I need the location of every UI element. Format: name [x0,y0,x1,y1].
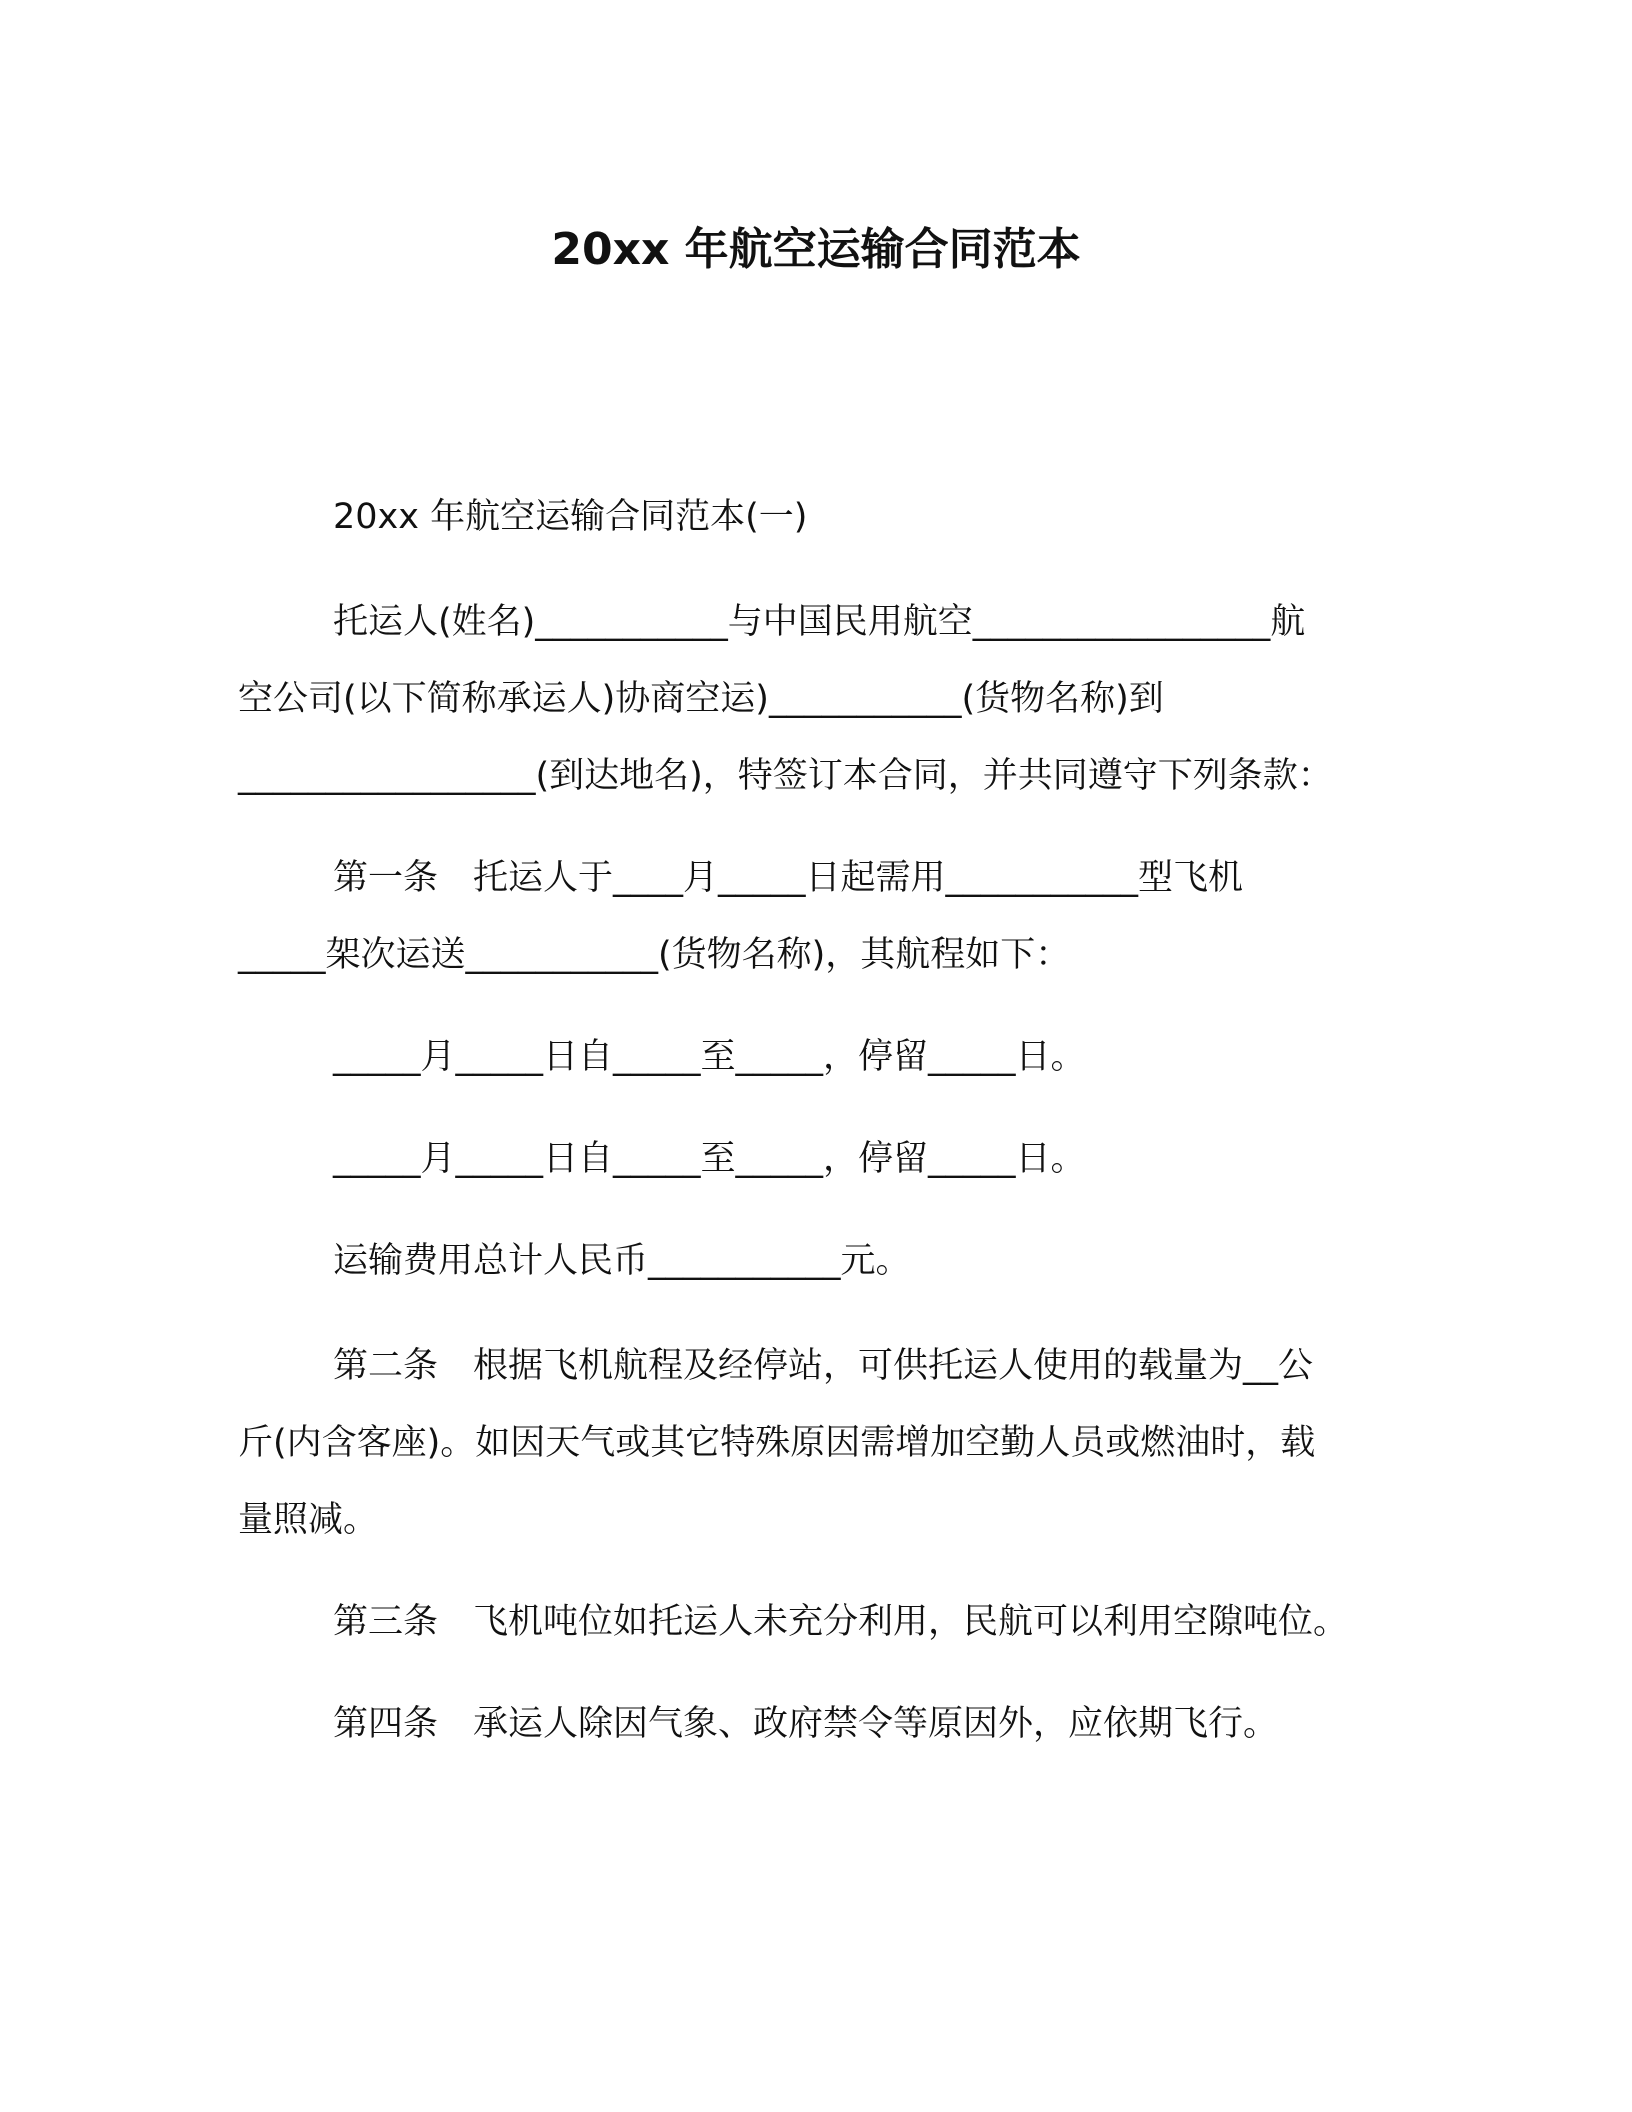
document-title: 20xx 年航空运输合同范本 [551,224,1081,275]
article-3-line: 第三条 飞机吨位如托运人未充分利用，民航可以利用空隙吨位。 [333,1602,1349,1642]
route-line: _____月_____日自_____至_____，停留_____日。 [333,1139,1086,1179]
article-2-line: 斤(内含客座)。如因天气或其它特殊原因需增加空勤人员或燃油时，载 [238,1423,1316,1463]
paragraph-line: _________________(到达地名)，特签订本合同，并共同遵守下列条款： [238,756,1333,796]
article-1-line: _____架次运送___________(货物名称)，其航程如下： [238,935,1071,975]
article-1-line: 第一条 托运人于____月_____日起需用___________型飞机 [333,858,1244,898]
article-2-line: 量照减。 [238,1500,379,1540]
paragraph-line: 空公司(以下简称承运人)协商空运)___________(货物名称)到 [238,679,1164,719]
section-heading: 20xx 年航空运输合同范本(一) [333,497,808,537]
route-line: _____月_____日自_____至_____，停留_____日。 [333,1037,1086,1077]
article-4-line: 第四条 承运人除因气象、政府禁令等原因外，应依期飞行。 [333,1704,1279,1744]
cost-line: 运输费用总计人民币___________元。 [333,1241,911,1281]
article-2-line: 第二条 根据飞机航程及经停站，可供托运人使用的载量为__公 [333,1346,1314,1386]
paragraph-line: 托运人(姓名)___________与中国民用航空_________________航 [333,602,1306,642]
